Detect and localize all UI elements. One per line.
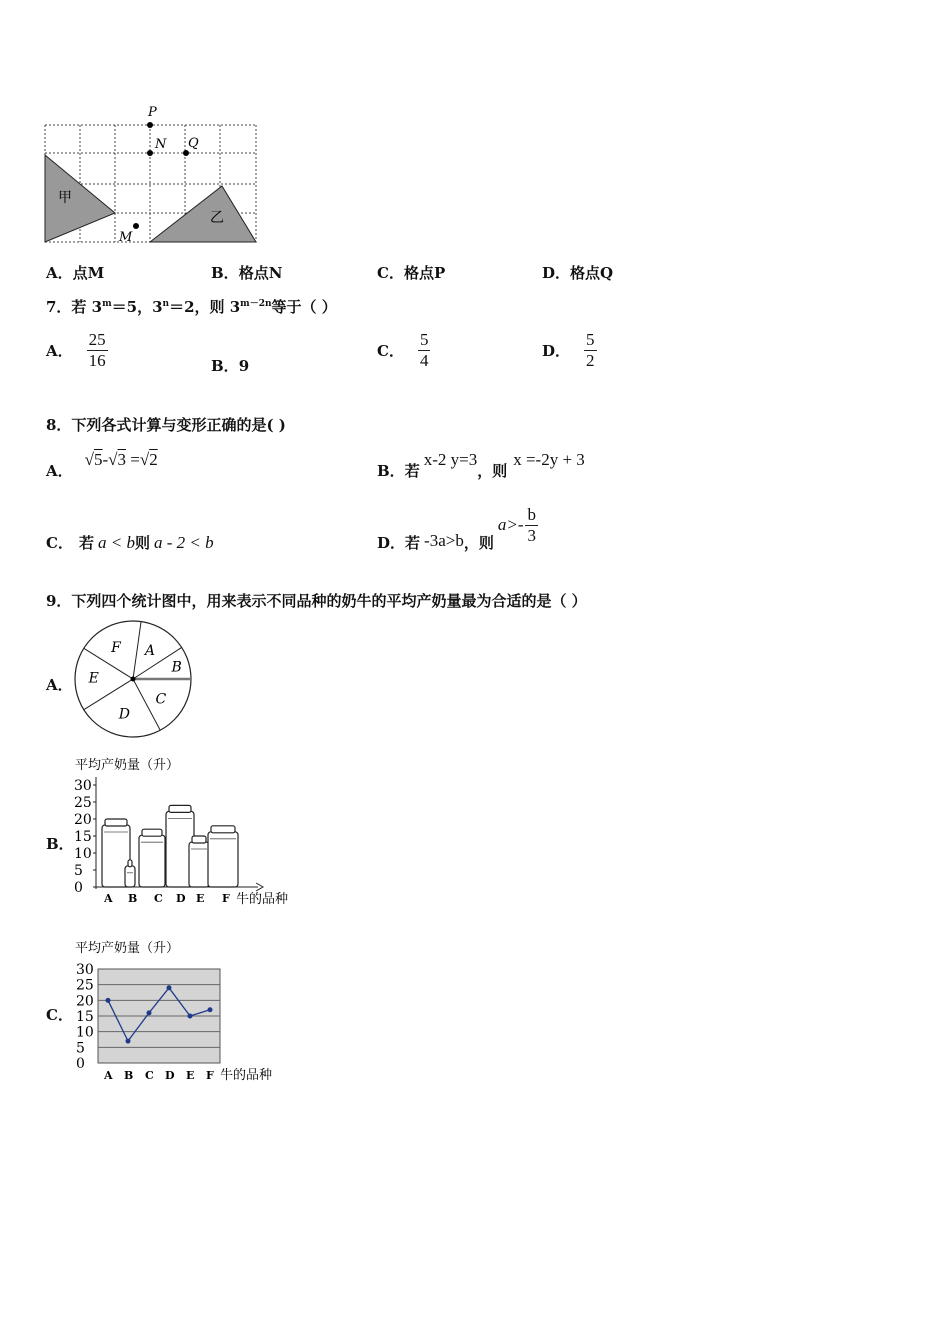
q6-option-c: C．格点P: [377, 264, 446, 282]
line-y-tick-label: 25: [76, 977, 94, 994]
q9-option-a: A．: [46, 676, 73, 694]
q8-option-c: C． 若 a < b 则 a - 2 < b: [46, 533, 214, 552]
bar-x-label-c: C: [154, 892, 163, 905]
bar-jar-f: [208, 826, 238, 887]
label-jia: 甲: [58, 190, 72, 206]
bar-y-tick-label: 25: [74, 795, 92, 811]
line-x-label-c: C: [145, 1069, 154, 1082]
line-point-a: [106, 998, 111, 1003]
bar-y-tick-label: 5: [74, 863, 83, 879]
label-yi: 乙: [210, 210, 224, 226]
q6-option-d: D．格点Q: [542, 264, 614, 282]
line-x-label-e: E: [186, 1069, 195, 1082]
bar-chart: [70, 752, 310, 912]
pie-label-a: A: [144, 642, 155, 659]
label-q: Q: [188, 136, 199, 151]
bar-jar-c: [139, 829, 165, 887]
q6-option-a: A．点M: [46, 264, 105, 282]
point-p: [147, 122, 153, 128]
line-chart-title: 平均产奶量（升）: [75, 941, 180, 956]
line-y-tick-label: 20: [76, 993, 94, 1010]
label-n: N: [155, 137, 167, 152]
line-y-tick-label: 30: [76, 962, 94, 978]
q6-option-b: B．格点N: [211, 264, 283, 282]
line-point-b: [126, 1039, 131, 1044]
line-y-tick-label: 5: [76, 1040, 85, 1057]
line-point-d: [167, 985, 172, 990]
q7-option-b: B．9: [211, 357, 250, 375]
q8-option-b: B． 若 x-2 y=3 ，则 x =-2y + 3: [377, 450, 585, 480]
point-m: [133, 223, 139, 229]
pie-label-c: C: [155, 691, 167, 708]
q9-option-b: B．: [46, 835, 74, 853]
triangle-jia: [45, 155, 115, 242]
q8-option-d: D． 若 -3a>b ，则 a>- $\frac{b}{3}$: [377, 505, 536, 552]
pie-label-e: E: [88, 670, 99, 687]
bar-x-label-f: F: [222, 892, 230, 905]
bar-y-tick-label: 0: [74, 880, 83, 896]
q7-stem: 7．若 $3^m=5$，$3^n=2$，则 $3^{m-2n}$等于（ ）: [46, 298, 337, 316]
line-point-e: [188, 1014, 193, 1019]
label-p: P: [148, 105, 157, 120]
pie-label-d: D: [118, 706, 130, 723]
q8-option-a: A． √5-√3 =√2: [46, 450, 158, 480]
bar-jar-e: [189, 836, 209, 887]
line-x-label-d: D: [165, 1069, 175, 1082]
bar-y-tick-label: 10: [74, 846, 92, 862]
q7-option-c: C． $\frac{5}{4}$: [377, 330, 429, 370]
line-x-label-a: A: [104, 1069, 113, 1082]
line-x-label-b: B: [124, 1069, 134, 1082]
q7-option-d: D． $\frac{5}{2}$: [542, 330, 595, 370]
bar-chart-xlabel: 牛的品种: [236, 892, 289, 907]
line-y-tick-label: 0: [76, 1056, 85, 1072]
line-x-label-f: F: [206, 1069, 214, 1082]
pie-label-b: B: [171, 659, 182, 676]
pie-chart: [70, 618, 200, 743]
q8-stem: 8．下列各式计算与变形正确的是( ): [46, 416, 286, 434]
pie-center: [131, 677, 136, 682]
q9-option-c: C．: [46, 1006, 73, 1024]
bar-y-tick-label: 30: [74, 778, 92, 794]
grid-figure: [40, 100, 270, 250]
line-point-c: [147, 1010, 152, 1015]
bar-x-label-a: A: [104, 892, 113, 905]
line-chart: [70, 935, 290, 1085]
point-n: [147, 150, 153, 156]
line-point-f: [208, 1007, 213, 1012]
bar-x-label-e: E: [196, 892, 205, 905]
bar-x-label-b: B: [128, 892, 138, 905]
q9-stem: 9．下列四个统计图中，用来表示不同品种的奶牛的平均产奶量最为合适的是（ ）: [46, 592, 587, 610]
bar-y-tick-label: 20: [74, 812, 92, 828]
q7-option-a: A． $\frac{25}{16}$: [46, 330, 106, 370]
bar-x-label-d: D: [176, 892, 186, 905]
line-y-tick-label: 15: [76, 1009, 94, 1025]
bar-y-tick-label: 15: [74, 829, 92, 845]
triangle-yi: [150, 186, 256, 242]
line-chart-xlabel: 牛的品种: [220, 1068, 273, 1083]
pie-label-f: F: [111, 640, 121, 657]
line-y-tick-label: 10: [76, 1024, 94, 1041]
label-m: M: [119, 230, 133, 245]
bar-chart-title: 平均产奶量（升）: [75, 758, 180, 773]
